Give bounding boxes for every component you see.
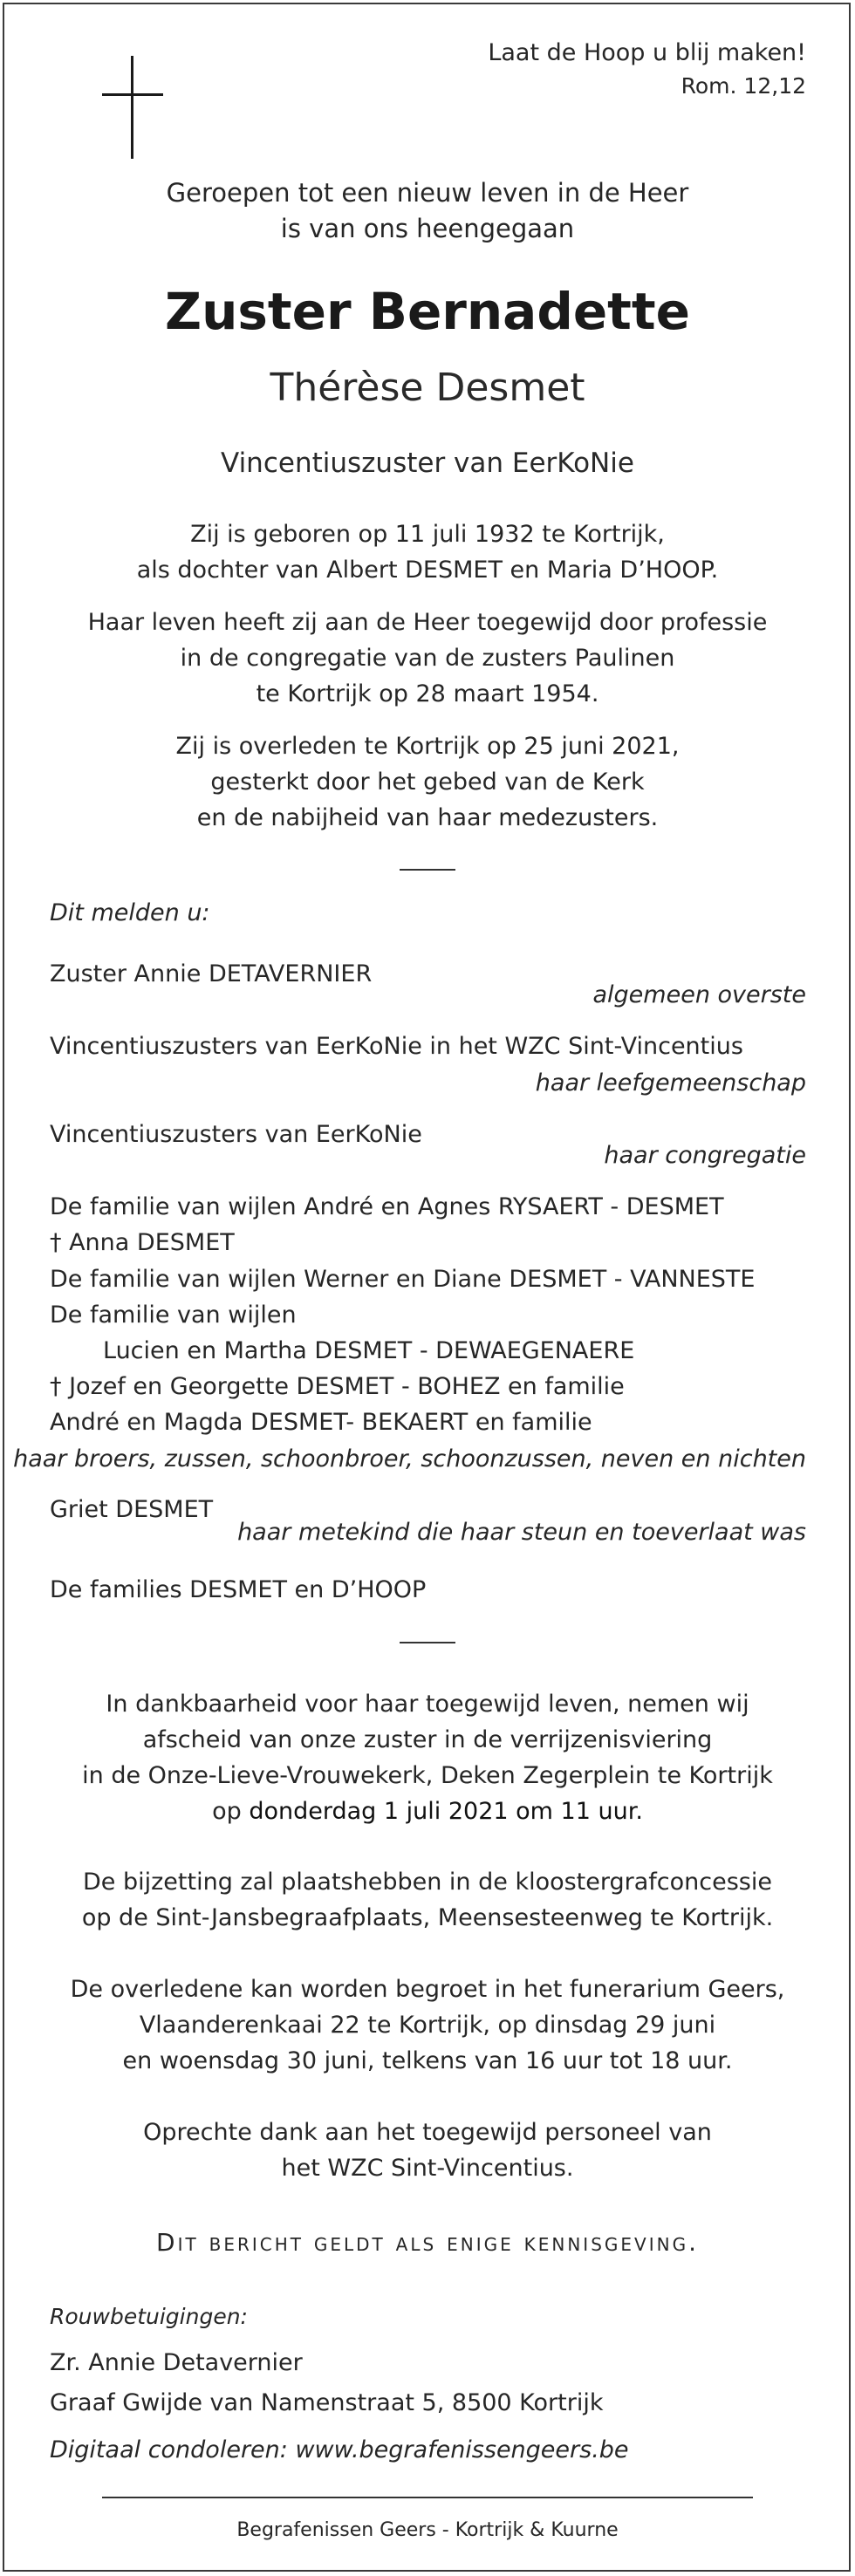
birth-name: Thérèse Desmet xyxy=(270,366,585,410)
viewing-line-2: Vlaanderenkaai 22 te Kortrijk, op dinsdag 29 juni xyxy=(139,2012,716,2039)
service-date-prefix: op xyxy=(212,1798,242,1825)
condolences-label: Rouwbetuigingen: xyxy=(50,2304,248,2329)
burial-line-1: De bijzetting zal plaatshebben in de kloostergrafconcessie xyxy=(83,1869,772,1896)
viewing-line-3: en woensdag 30 juni, telkens van 16 uur tot 18 uur. xyxy=(122,2047,733,2074)
divider-2 xyxy=(400,1642,455,1643)
quote-reference: Rom. 12,12 xyxy=(681,73,806,99)
bio-p2-line-2: in de congregatie van de zusters Paulinen xyxy=(180,645,675,672)
footer-text: Begrafenissen Geers - Kortrijk & Kuurne xyxy=(236,2519,619,2541)
family-line-7: André en Magda DESMET- BEKAERT en familie xyxy=(50,1409,592,1436)
family-line-2: † Anna DESMET xyxy=(50,1229,235,1256)
footer-rule xyxy=(102,2497,753,2498)
address-line-2: Graaf Gwijde van Namenstraat 5, 8500 Kortrijk xyxy=(50,2389,604,2416)
bio-p2-line-1: Haar leven heeft zij aan de Heer toegewijd door professie xyxy=(87,609,768,636)
bio-p1-line-1: Zij is geboren op 11 juli 1932 te Kortrijk, xyxy=(190,521,665,548)
announcer-2-role: haar leefgemeenschap xyxy=(535,1069,806,1097)
announcer-6-name: De families DESMET en D’HOOP xyxy=(50,1576,427,1603)
intro-line-2: is van ons heengegaan xyxy=(280,214,575,243)
family-line-6: † Jozef en Georgette DESMET - BOHEZ en familie xyxy=(50,1373,625,1400)
thanks-line-2: het WZC Sint-Vincentius. xyxy=(281,2155,574,2182)
address-line-1: Zr. Annie Detavernier xyxy=(50,2349,303,2376)
intro-line-1: Geroepen tot een nieuw leven in de Heer xyxy=(166,178,689,208)
deceased-name: Zuster Bernadette xyxy=(165,282,690,341)
announcer-5-name: Griet DESMET xyxy=(50,1496,214,1523)
quote-text: Laat de Hoop u blij maken! xyxy=(488,39,806,66)
family-role: haar broers, zussen, schoonbroer, schoonzussen, neven en nichten xyxy=(13,1445,806,1472)
thanks-line-1: Oprechte dank aan het toegewijd personeel van xyxy=(143,2119,712,2146)
announcer-3-name: Vincentiuszusters van EerKoNie xyxy=(50,1121,422,1148)
announcer-1-role: algemeen overste xyxy=(592,981,806,1008)
notice: Dit bericht geldt als enige kennisgeving. xyxy=(156,2228,699,2257)
divider-1 xyxy=(400,869,455,871)
order-name: Vincentiuszuster van EerKoNie xyxy=(221,448,634,479)
family-line-5: Lucien en Martha DESMET - DEWAEGENAERE xyxy=(103,1337,635,1364)
bio-p3-line-3: en de nabijheid van haar medezusters. xyxy=(196,804,659,831)
service-date-emph: donderdag 1 juli 2021 om 11 uur. xyxy=(249,1798,643,1825)
family-line-4: De familie van wijlen xyxy=(50,1302,297,1329)
bio-p2-line-3: te Kortrijk op 28 maart 1954. xyxy=(256,680,599,707)
service-line-1: In dankbaarheid voor haar toegewijd leven, nemen wij xyxy=(106,1691,749,1718)
bio-p1-line-2: als dochter van Albert DESMET en Maria D’HOOP. xyxy=(136,557,719,584)
service-line-2: afscheid van onze zuster in de verrijzenisviering xyxy=(142,1726,713,1753)
bio-p3-line-2: gesterkt door het gebed van de Kerk xyxy=(210,769,645,796)
announcer-3-role: haar congregatie xyxy=(604,1142,806,1169)
family-line-1: De familie van wijlen André en Agnes RYSAERT - DESMET xyxy=(50,1193,724,1220)
burial-line-2: op de Sint-Jansbegraafplaats, Meensesteenweg te Kortrijk. xyxy=(81,1904,774,1931)
viewing-line-1: De overledene kan worden begroet in het funerarium Geers, xyxy=(70,1976,785,2003)
bio-p3-line-1: Zij is overleden te Kortrijk op 25 juni 2021, xyxy=(175,733,680,760)
announcer-2-name: Vincentiuszusters van EerKoNie in het WZC Sint-Vincentius xyxy=(50,1033,743,1060)
family-line-3: De familie van wijlen Werner en Diane DESMET - VANNESTE xyxy=(50,1266,756,1293)
service-line-3: in de Onze-Lieve-Vrouwekerk, Deken Zegerplein te Kortrijk xyxy=(82,1762,773,1789)
announcers-label: Dit melden u: xyxy=(50,899,210,926)
digital-condolences-link[interactable]: Digitaal condoleren: www.begrafenissengeers.be xyxy=(50,2436,629,2463)
announcer-5-role: haar metekind die haar steun en toeverlaat was xyxy=(237,1519,806,1546)
service-date xyxy=(0,1797,855,1827)
announcer-1-name: Zuster Annie DETAVERNIER xyxy=(50,960,373,987)
